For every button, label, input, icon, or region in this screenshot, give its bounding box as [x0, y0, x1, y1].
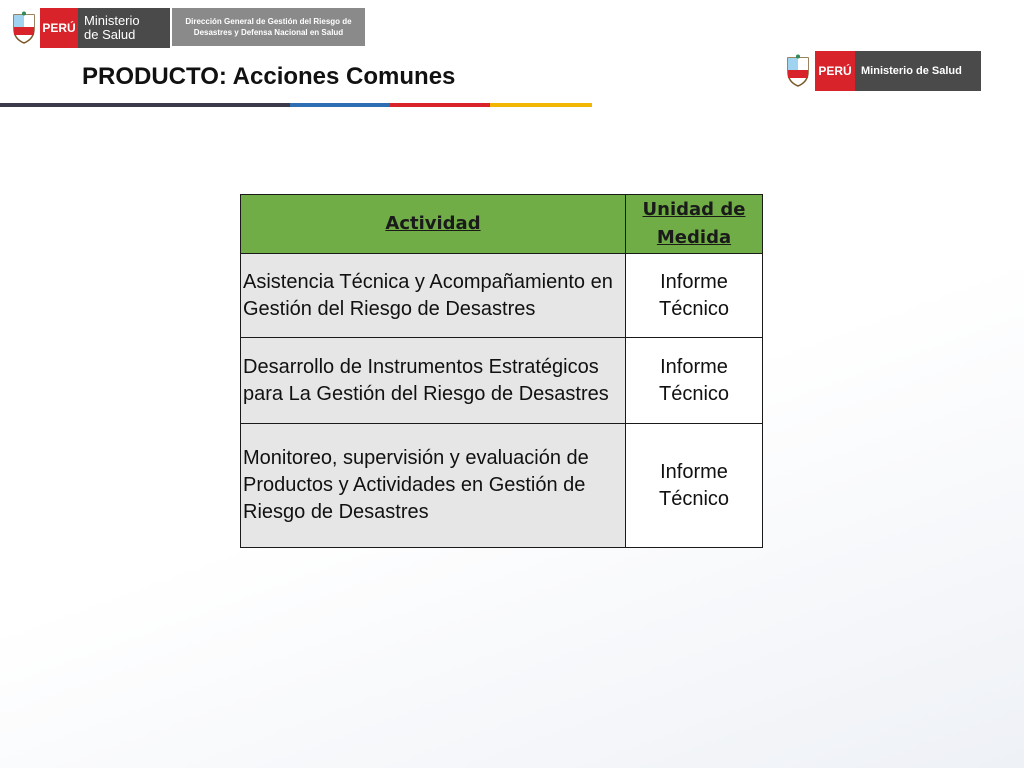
cell-actividad: Monitoreo, supervisión y evaluación de Productos y Actividades en Gestión de Riesgo de Desastres [241, 424, 626, 548]
title-underline [0, 103, 592, 107]
ministerio-line2: de Salud [84, 27, 136, 42]
minsa-logo [8, 8, 170, 48]
peru-label: PERÚ [40, 8, 78, 48]
minsa-logo-right [781, 51, 981, 91]
cell-unidad: Informe Técnico [626, 254, 763, 338]
peru-label-right: PERÚ [815, 51, 855, 91]
cell-unidad: Informe Técnico [626, 338, 763, 424]
cell-actividad: Desarrollo de Instrumentos Estratégicos para La Gestión del Riesgo de Desastres [241, 338, 626, 424]
direccion-line2: Desastres y Defensa Nacional en Salud [193, 28, 344, 37]
ministerio-label [78, 8, 170, 48]
header-actividad: Actividad [241, 195, 626, 254]
cell-unidad: Informe Técnico [626, 424, 763, 548]
table-row [241, 424, 763, 548]
table-row [241, 254, 763, 338]
table-header-row [241, 195, 763, 254]
ministerio-line1: Ministerio [84, 13, 140, 28]
header-unidad: Unidad de Medida [626, 195, 763, 254]
page-title: PRODUCTO: Acciones Comunes [82, 63, 456, 90]
direccion-banner [172, 8, 365, 46]
ministerio-label-right: Ministerio de Salud [855, 51, 981, 91]
cell-actividad: Asistencia Técnica y Acompañamiento en Gestión del Riesgo de Desastres [241, 254, 626, 338]
peru-coat-of-arms-icon [8, 8, 40, 48]
direccion-line1: Dirección General de Gestión del Riesgo de [185, 17, 352, 26]
acciones-table [240, 194, 763, 548]
table-row [241, 338, 763, 424]
peru-coat-of-arms-icon [781, 51, 815, 91]
